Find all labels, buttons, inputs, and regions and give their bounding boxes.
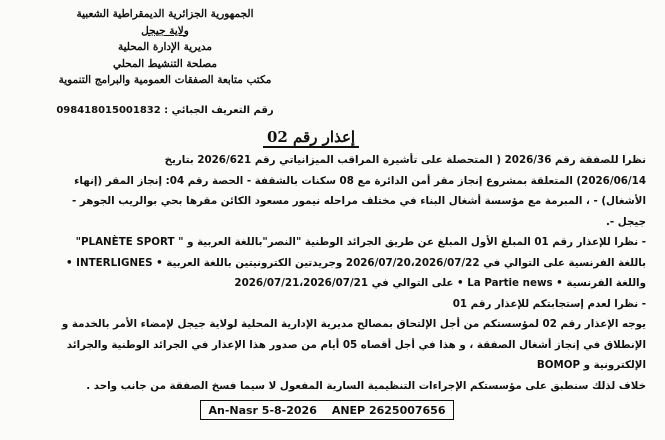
header-line-republic: الجمهورية الجزائرية الديمقراطية الشعبية	[76, 8, 254, 20]
notice-title	[236, 128, 386, 146]
body-line: يوجه الإعذار رقم 02 لمؤسستكم من أجل الإلتحاق بمصالح مديرية الإدارية المحلية لولاية جيجل لإمضاء الأمر بالخدمة و	[61, 318, 646, 330]
body-line: الإلكترونية و BOMOP	[536, 359, 646, 371]
header-line-office: مكتب متابعة الصفقات العمومية والبرامج التنموية	[58, 74, 272, 86]
publication-reference-box	[200, 400, 454, 420]
header-line-service: مصلحة التنشيط المحلي	[112, 57, 218, 70]
notice-body	[6, 150, 646, 396]
header-line-wilaya: ولاية جيجل	[141, 24, 189, 37]
body-line: واللغة الفرنسية • La Partie news • على التوالي في 2026/07/21،2026/07/21	[234, 277, 646, 289]
header-line-directorate: مديرية الإدارة المحلية	[117, 41, 213, 53]
tax-id-label	[10, 105, 320, 116]
notice-title-text: إعذار رقم 02	[263, 128, 359, 148]
body-line: 2026/06/14) المتعلقة بمشروع إنجاز مقر أمن الدائرة مع 08 سكنات بالشقفة - الحصة رقم 04: إنجاز المقر (إنهاء	[74, 174, 646, 187]
body-line: جيجل -.	[605, 215, 646, 228]
tax-id-text: رقم التعريف الجبائي : 098418015001832	[56, 105, 274, 116]
body-line: - نظرا لعدم إستجابتكم للإعذار رقم 01	[452, 297, 646, 310]
body-line: باللغة الفرنسية على التوالي في 2026/07/20،2026/07/22 وجريدتين الكترونيتين باللغة العربية • INTERLIGNES •	[66, 256, 646, 269]
body-line: - نظرا للإعذار رقم 01 المبلغ الأول المبلغ عن طريق الجرائد الوطنية "النصر"باللغة العربية و " PLANÈTE SPORT"	[75, 236, 646, 248]
body-line: نظرا للصفقة رقم 2026/36 ( المتحصلة على تأشيرة المراقب الميزانياتي رقم 2026/621 بتاريخ	[164, 154, 646, 166]
body-line: الأشغال) - ، المبرمة مع مؤسسة أشغال البناء في مختلف مراحله نيمور مسعود الكائن مقرها بحي بوالريب الجوهر -	[71, 195, 646, 207]
newspaper-date: An-Nasr 5-8-2026	[208, 403, 317, 417]
anep-reference: ANEP 2625007656	[331, 403, 446, 417]
administration-header	[10, 6, 320, 89]
body-line: خلاف لذلك سنطبق على مؤسستكم الإجراءات التنظيمية السارية المفعول لا سيما فسخ الصفقة من جانب واحد .	[86, 379, 646, 392]
body-line: الإنطلاق في إنجاز أشغال الصفقة ، و هذا في أجل أقصاه 05 أيام من صدور هذا الإعذار في الجرائد الوطنية والجرائد	[66, 338, 646, 351]
